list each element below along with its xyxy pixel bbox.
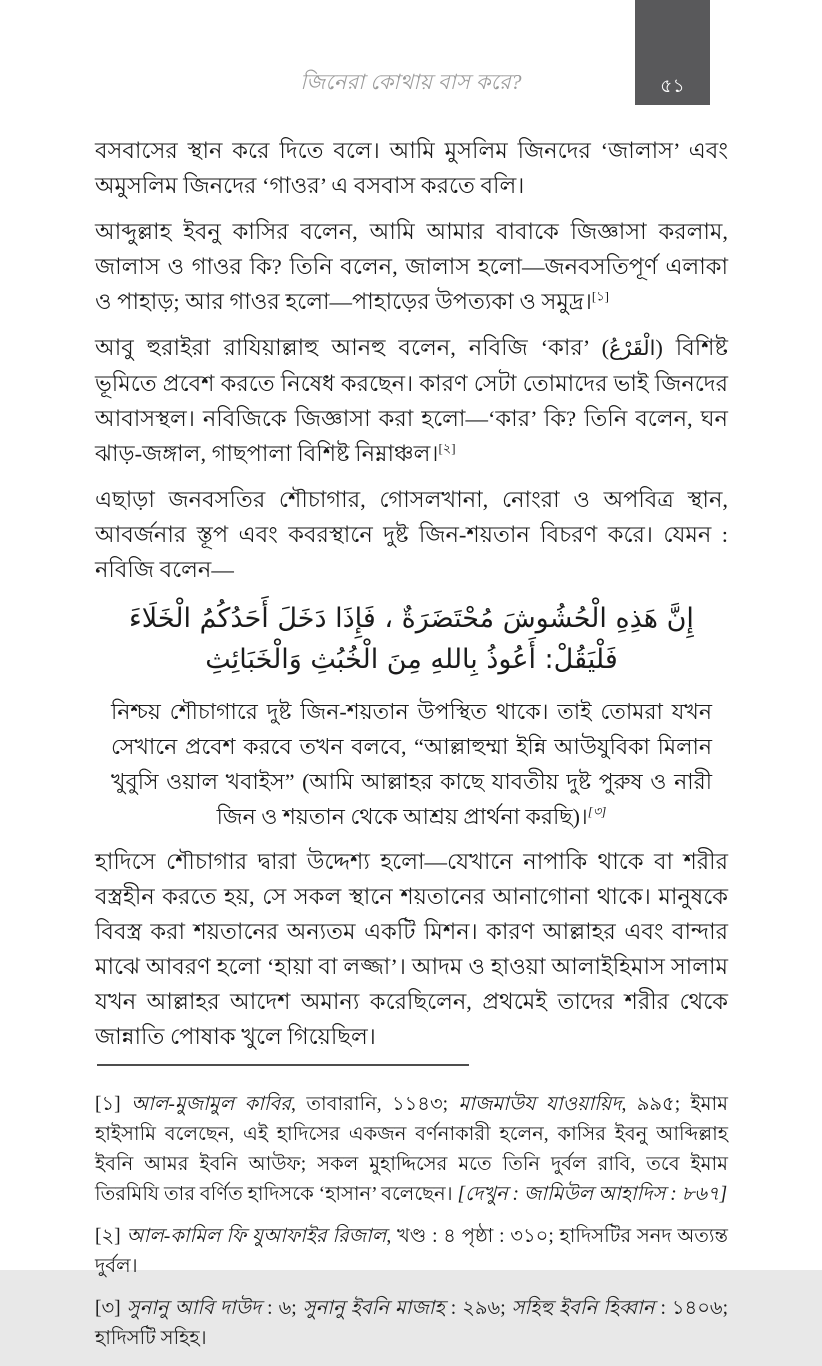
- footnote-marker: [১]: [95, 1094, 121, 1115]
- paragraph-text: হাদিসে শৌচাগার দ্বারা উদ্দেশ্য হলো—যেখানে নাপাকি থাকে বা শরীর বস্ত্রহীন করতে হয়, সে সকল স্থানে শয়তানের আনাগোনা থাকে। মানুষকে বিবস্ত্র করা শয়তানের অন্যতম একটি মিশন। কারণ আল্লাহর এবং বান্দার মাঝে আবরণ হলো ‘হায়া বা লজ্জা’। আদম ও হাওয়া আলাইহিমাস সালাম যখন আল্লাহর আদেশ অমান্য করেছিলেন, প্রথমেই তাদের শরীর থেকে জান্নাতি পোষাক খুলে গিয়েছিল।: [95, 849, 728, 1049]
- footnote-separator: [97, 1064, 469, 1066]
- page-number: ৫১: [660, 76, 685, 97]
- arabic-hadith-quote: إِنَّ هَذِهِ الْحُشُوشَ مُحْتَضَرَةٌ ، فَإِذَا دَخَلَ أَحَدُكُمُ الْخَلَاءَ فَلْيَقُلْ: أَعُوذُ بِاللهِ مِنَ الْخُبُثِ وَالْخَبَائِثِ: [129, 603, 694, 675]
- paragraph-text: বসবাসের স্থান করে দিতে বলে। আমি মুসলিম জিনদের ‘জালাস’ এবং অমুসলিম জিনদের ‘গাওর’ এ বসবাস করতে বলি।: [95, 138, 728, 198]
- footnote-ref-3: [৩]: [587, 803, 607, 819]
- running-head: জিনেরা কোথায় বাস করে?: [300, 70, 522, 94]
- footnote-1: [95, 1090, 728, 1210]
- body-paragraph: [95, 482, 728, 587]
- translation-text: নিশ্চয় শৌচাগারে দুষ্ট জিন-শয়তান উপস্থিত থাকে। তাই তোমরা যখন সেখানে প্রবেশ করবে তখন বলবে, “আল্লাহুম্মা ইন্নি আউযুবিকা মিলান খুবুসি ওয়াল খবাইস” (আমি আল্লাহর কাছে যাবতীয় দুষ্ট পুরুষ ও নারী জিন ও শয়তান থেকে আশ্রয় প্রার্থনা করছি)।: [111, 699, 712, 829]
- paragraph-text: আবু হুরাইরা রাযিয়াল্লাহু আনহু বলেন, নবিজি ‘কার’ (الْقَرْعُ) বিশিষ্ট ভূমিতে প্রবেশ করতে নিষেধ করছেন। কারণ সেটা তোমাদের ভাই জিনদের আবাসস্থল। নবিজিকে জিজ্ঞাসা করা হলো—‘কার’ কি? তিনি বলেন, ঘন ঝাড়-জঙ্গাল, গাছপালা বিশিষ্ট নিম্নাঞ্চল।: [95, 335, 728, 466]
- hadith-translation: [111, 694, 712, 834]
- footnote-marker: [৩]: [95, 1298, 121, 1319]
- body-paragraph: [95, 214, 728, 319]
- footnote-text: সুনানু আবি দাউদ : ৬; সুনানু ইবনি মাজাহ : ২৯৬; সহিহু ইবনি হিব্বান : ১৪০৬; হাদিসটি সহিহ।: [95, 1298, 728, 1349]
- paragraph-text: আব্দুল্লাহ ইবনু কাসির বলেন, আমি আমার বাবাকে জিজ্ঞাসা করলাম, জালাস ও গাওর কি? তিনি বলেন, জালাস হলো—জনবসতিপূর্ণ এলাকা ও পাহাড়; আর গাওর হলো—পাহাড়ের উপত্যকা ও সমুদ্র।: [95, 219, 728, 314]
- footnote-ref-2: [২]: [438, 440, 456, 456]
- footnote-spacer: [121, 1094, 131, 1115]
- footnote-ref-1: [১]: [591, 288, 609, 304]
- footnote-marker: [২]: [95, 1226, 121, 1247]
- footnote-3: [95, 1294, 728, 1354]
- paragraph-text: এছাড়া জনবসতির শৌচাগার, গোসলখানা, নোংরা ও অপবিত্র স্থান, আবর্জনার স্তূপ এবং কবরস্থানে দুষ্ট জিন-শয়তান বিচরণ করে। যেমন : নবিজি বলেন—: [95, 487, 728, 582]
- page-content: [95, 133, 728, 1366]
- footnote-2: [95, 1222, 728, 1282]
- body-paragraph: [95, 844, 728, 1054]
- footnote-text: আল-কামিল ফি যুআফাইর রিজাল, খণ্ড : ৪ পৃষ্ঠা : ৩১০; হাদিসটির সনদ অত্যন্ত দুর্বল।: [95, 1226, 728, 1277]
- body-paragraph: [95, 330, 728, 471]
- footnote-text: আল-মুজামুল কাবির, তাবারানি, ১১৪৩; মাজমাউয যাওয়ায়িদ, ৯৯৫; ইমাম হাইসামি বলেছেন, এই হাদিসের একজন বর্ণনাকারী হলেন, কাসির ইবনু আব্দিল্লাহ ইবনি আমর ইবনি আউফ; সকল মুহাদ্দিসের মতে তিনি দুর্বল রাবি, তবে ইমাম তিরমিযি তার বর্ণিত হাদিসকে ‘হাসান’ বলেছেন। [দেখুন : জামিউল আহাদিস : ৮৬৭]: [95, 1094, 728, 1205]
- body-paragraph: [95, 133, 728, 203]
